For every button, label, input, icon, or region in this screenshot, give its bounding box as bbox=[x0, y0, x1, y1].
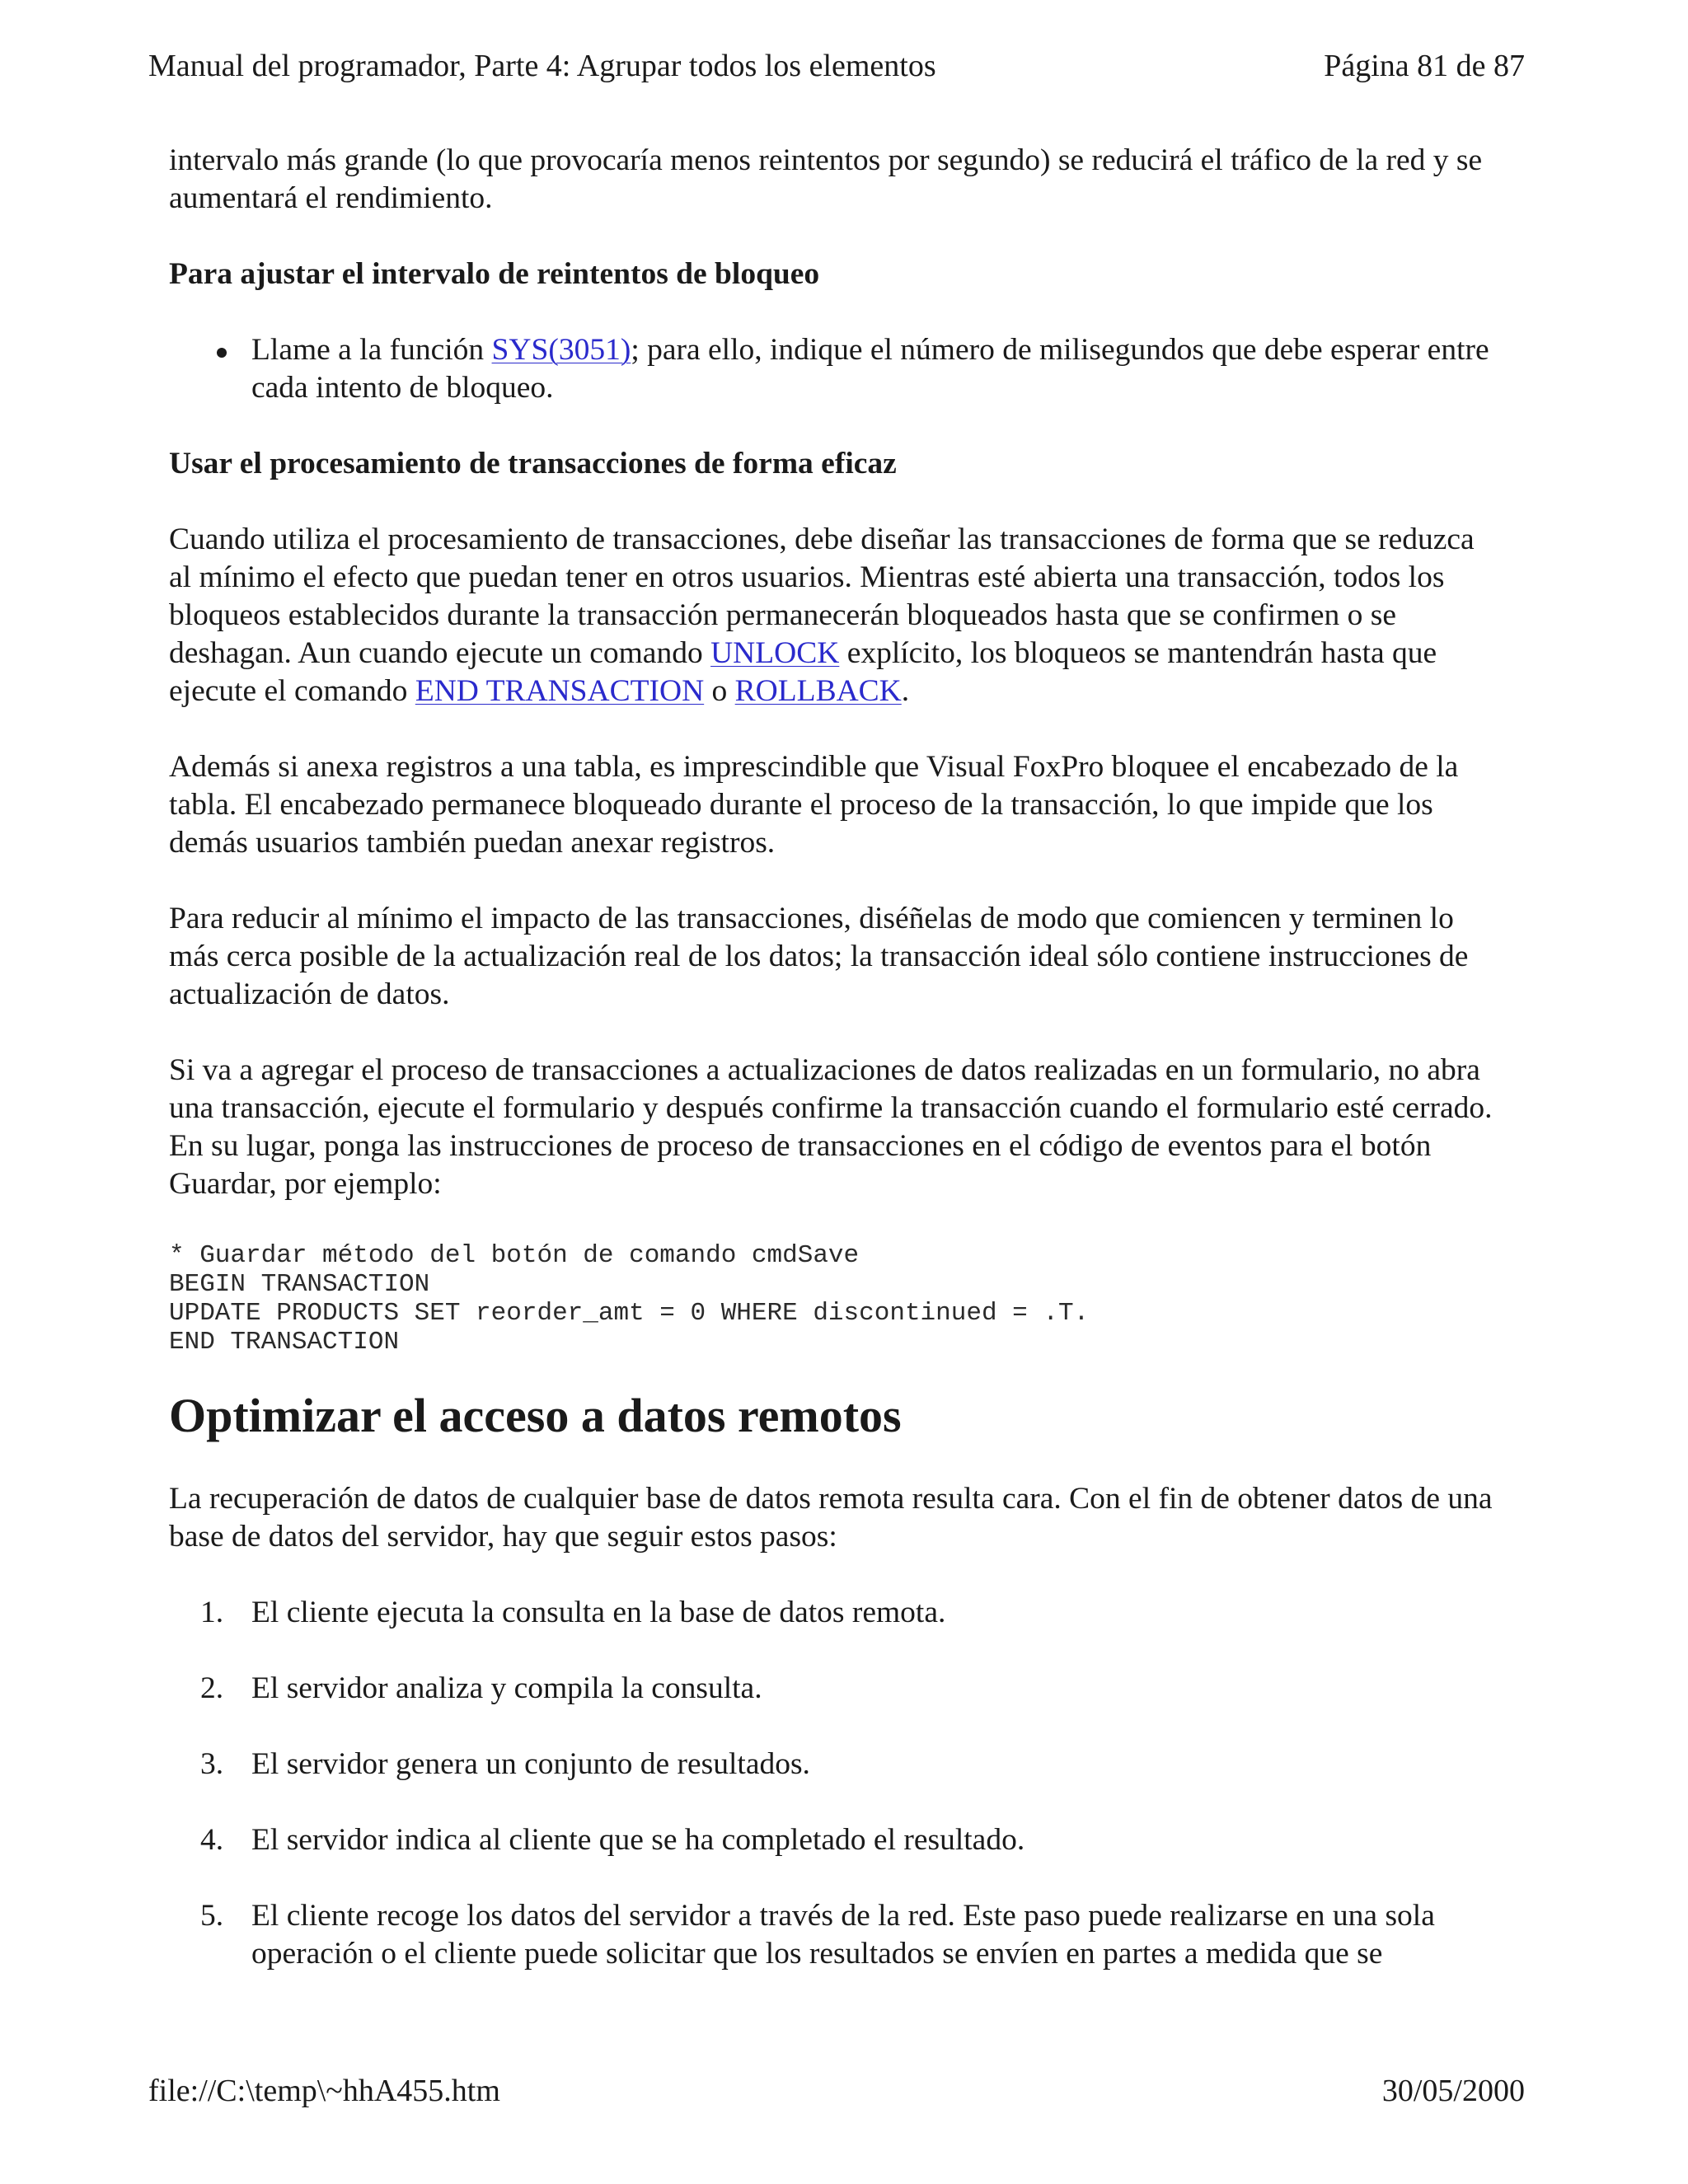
link-unlock[interactable]: UNLOCK bbox=[710, 636, 840, 670]
file-path: file://C:\temp\~hhA455.htm bbox=[148, 2074, 500, 2108]
transactions-paragraph-3: Para reducir al mínimo el impacto de las transacciones, diséñelas de modo que comiencen y terminen lo más cerca posible de la actualización real de los datos; la transacción ideal sólo contiene instrucciones de actualización de datos. bbox=[169, 902, 1469, 1011]
page-header bbox=[148, 48, 1525, 89]
list-item bbox=[200, 1897, 1496, 1973]
step-number: 2. bbox=[200, 1671, 224, 1705]
remote-intro-paragraph: La recuperación de datos de cualquier base de datos remota resulta cara. Con el fin de obtener datos de una base de datos del servidor, hay que seguir estos pasos: bbox=[169, 1482, 1493, 1554]
link-sys3051[interactable]: SYS(3051) bbox=[491, 333, 631, 367]
page-footer bbox=[148, 2073, 1525, 2114]
step-text: El servidor indica al cliente que se ha completado el resultado. bbox=[251, 1823, 1025, 1857]
steps-list bbox=[169, 1594, 1496, 1973]
list-item bbox=[251, 331, 1496, 407]
transactions-paragraph-4: Si va a agregar el proceso de transacciones a actualizaciones de datos realizadas en un formulario, no abra una transacción, ejecute el formulario y después confirme la transacción cuando el formulario esté cerrado. En su lugar, ponga las instrucciones de proceso de transacciones en el código de eventos para el botón Guardar, por ejemplo: bbox=[169, 1053, 1493, 1201]
paragraph-text: . bbox=[901, 674, 910, 708]
paragraph-text: o bbox=[704, 674, 735, 708]
link-rollback[interactable]: ROLLBACK bbox=[734, 674, 902, 708]
page-number: Página 81 de 87 bbox=[1324, 49, 1525, 83]
bullet-text-pre: Llame a la función bbox=[251, 333, 492, 367]
code-example: * Guardar método del botón de comando cmdSave BEGIN TRANSACTION UPDATE PRODUCTS SET reorder_amt = 0 WHERE discontinued = .T. END TRANSACTION bbox=[169, 1241, 1090, 1357]
section-heading-adjust-interval: Para ajustar el intervalo de reintentos de bloqueo bbox=[169, 257, 820, 291]
transactions-paragraph-2: Además si anexa registros a una tabla, es imprescindible que Visual FoxPro bloquee el encabezado de la tabla. El encabezado permanece bloqueado durante el proceso de la transacción, lo que impide que los demás usuarios también puedan anexar registros. bbox=[169, 750, 1459, 860]
step-number: 3. bbox=[200, 1747, 224, 1781]
step-number: 4. bbox=[200, 1823, 224, 1857]
document-title: Manual del programador, Parte 4: Agrupar todos los elementos bbox=[148, 49, 936, 83]
list-item bbox=[200, 1821, 1496, 1859]
step-text: El cliente ejecuta la consulta en la base de datos remota. bbox=[251, 1596, 946, 1629]
document-body bbox=[169, 142, 1496, 2011]
step-text: El servidor analiza y compila la consulta. bbox=[251, 1671, 762, 1705]
list-item bbox=[200, 1670, 1496, 1708]
list-item bbox=[200, 1746, 1496, 1783]
bullet-text-post: ; para ello, indique el número de milisegundos que debe esperar entre cada intento de bloqueo. bbox=[251, 333, 1489, 405]
step-text: El servidor genera un conjunto de resultados. bbox=[251, 1747, 810, 1781]
paragraph-text: Cuando utiliza el procesamiento de transacciones, debe diseñar las transacciones de forma que se reduzca al mínimo el efecto que puedan tener en otros usuarios. Mientras esté abierta una transacción, todos los bloqueos establecidos durante la transacción permanecerán bloqueados hasta que se confirmen o se deshagan. Aun cuando ejecute un comando bbox=[169, 523, 1475, 670]
transactions-paragraph-1 bbox=[169, 521, 1496, 710]
step-number: 1. bbox=[200, 1596, 224, 1629]
section-title-remote-data: Optimizar el acceso a datos remotos bbox=[169, 1389, 902, 1442]
list-item bbox=[200, 1594, 1496, 1632]
step-text: El cliente recoge los datos del servidor a través de la red. Este paso puede realizarse en una sola operación o el cliente puede solicitar que los resultados se envíen en partes a medida que se bbox=[251, 1899, 1435, 1971]
bullet-list bbox=[169, 331, 1496, 407]
section-heading-transactions: Usar el procesamiento de transacciones de forma eficaz bbox=[169, 447, 897, 480]
intro-paragraph: intervalo más grande (lo que provocaría menos reintentos por segundo) se reducirá el tráfico de la red y se aumentará el rendimiento. bbox=[169, 143, 1483, 215]
link-end-transaction[interactable]: END TRANSACTION bbox=[415, 674, 705, 708]
paragraph-text: explícito, los bloqueos se mantendrán hasta que ejecute el comando bbox=[169, 636, 1437, 708]
step-number: 5. bbox=[200, 1899, 224, 1933]
print-date: 30/05/2000 bbox=[1381, 2074, 1525, 2108]
